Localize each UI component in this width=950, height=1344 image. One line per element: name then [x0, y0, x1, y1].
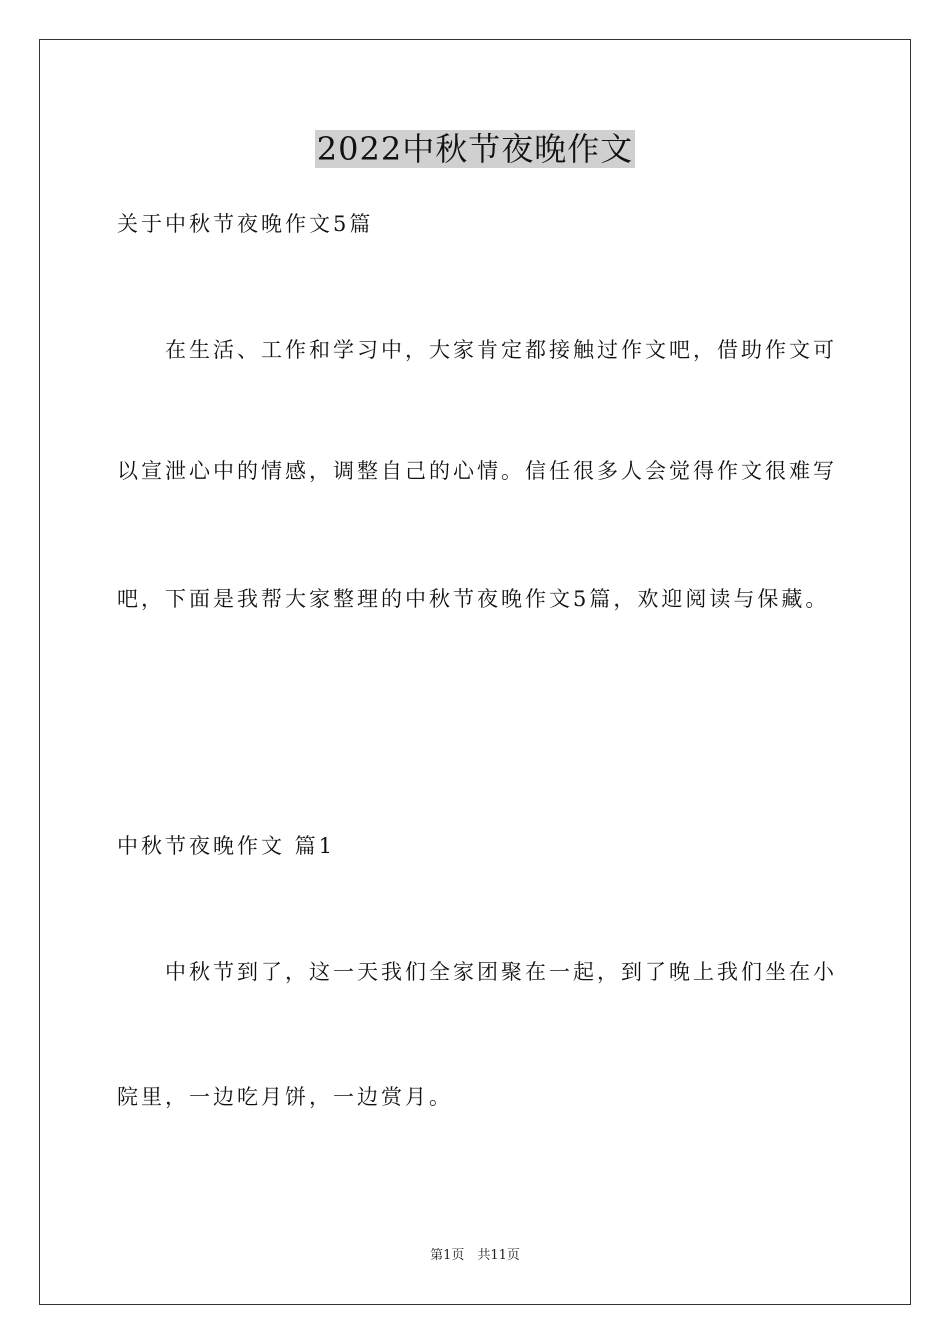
document-subtitle: 关于中秋节夜晚作文5篇 [117, 212, 374, 236]
document-title: 2022中秋节夜晚作文 [316, 130, 634, 168]
section-line-2: 院里，一边吃月饼，一边赏月。 [117, 1085, 453, 1109]
page-footer: 第1页 共11页 [430, 1248, 520, 1263]
section-heading: 中秋节夜晚作文 篇1 [117, 834, 336, 858]
intro-line-3: 吧，下面是我帮大家整理的中秋节夜晚作文5篇，欢迎阅读与保藏。 [117, 587, 830, 611]
intro-line-1: 在生活、工作和学习中，大家肯定都接触过作文吧，借助作文可 [165, 338, 837, 362]
document-title-block [0, 126, 950, 172]
section-line-1: 中秋节到了，这一天我们全家团聚在一起，到了晚上我们坐在小 [165, 960, 837, 984]
intro-line-2: 以宣泄心中的情感，调整自己的心情。信任很多人会觉得作文很难写 [117, 459, 837, 483]
